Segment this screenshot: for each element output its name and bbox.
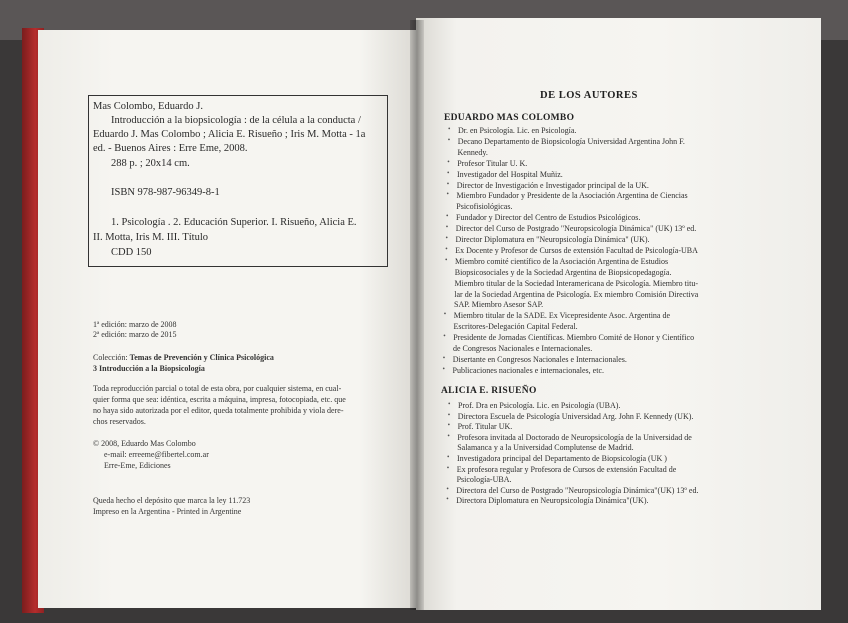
author-item: Prof. Titular UK. — [457, 422, 513, 432]
publisher-line: Erre-Eme, Ediciones — [104, 461, 171, 470]
author-item: Biopsicosociales y de la Sociedad Argentina de Biopsicopedagogía. — [454, 267, 672, 277]
bullet-icon: • — [447, 410, 451, 419]
author-item: Miembro Fundador y Presidente de la Asociación Argentina de Ciencias — [456, 191, 688, 201]
author-item: de Congresos Nacionales e Internacionales. — [453, 344, 593, 353]
rights-line: chos reservados. — [93, 417, 146, 426]
author-item: Fundador y Director del Centro de Estudios Psicológicos. — [456, 213, 641, 223]
bullet-icon: • — [447, 431, 450, 440]
bullet-icon: • — [442, 364, 445, 373]
edition-1: 1ª edición: marzo de 2008 — [93, 320, 177, 329]
author-item: Miembro titular de la SADE. Ex Vicepresidente Asoc. Argentina de — [453, 311, 671, 321]
collection-line — [93, 352, 274, 363]
bullet-icon: • — [443, 310, 447, 319]
author-item: Investigadora principal del Departamento de Biopsicología (UK ) — [457, 454, 667, 463]
author-item: Kennedy. — [457, 147, 488, 157]
catalog-cdd: CDD 150 — [111, 247, 152, 258]
catalog-line: II. Motta, Iris M. III. Título — [93, 232, 208, 243]
author-item: Director del Curso de Postgrado "Neuropsicología Dinámica" (UK) 13º ed. — [455, 224, 697, 234]
catalog-line: Introducción a la biopsicología : de la célula a la conducta / — [111, 115, 361, 126]
email-line: e-mail: erreeme@fibertel.com.ar — [104, 450, 209, 459]
author-item: Directora del Curso de Postgrado "Neuropsicología Dinámica"(UK) 13º ed. — [456, 485, 699, 495]
bullet-icon: • — [446, 190, 449, 199]
author-item: Miembro comité científico de la Asociación Argentina de Estudios — [455, 256, 669, 266]
catalog-line: ed. - Buenos Aires : Erre Eme, 2008. — [93, 143, 248, 154]
bullet-icon: • — [447, 453, 450, 461]
author-1-name: EDUARDO MAS COLOMBO — [444, 113, 575, 123]
author-item: Directora Diplomatura en Neuropsicología Dinámica"(UK). — [456, 496, 649, 506]
catalog-line: 288 p. ; 20x14 cm. — [111, 158, 190, 169]
bullet-icon: • — [442, 353, 446, 362]
book-gutter — [410, 20, 424, 610]
author-item: Psicología-UBA. — [456, 475, 512, 485]
author-item: Disertante en Congresos Nacionales e Internacionales. — [452, 354, 627, 364]
bullet-icon: • — [445, 255, 448, 264]
bullet-icon: • — [448, 125, 451, 133]
bullet-icon: • — [446, 484, 449, 493]
author-item: Escritores-Delegación Capital Federal. — [453, 322, 578, 332]
author-item: Dr. en Psicología. Lic. en Psicología. — [458, 126, 577, 135]
bullet-icon: • — [447, 135, 451, 144]
author-item: Prof. Dra en Psicología. Lic. en Psicología (UBA). — [458, 401, 621, 410]
page-title: DE LOS AUTORES — [540, 90, 638, 101]
catalog-line: Eduardo J. Mas Colombo ; Alicia E. Risueño ; Iris M. Motta - 1a — [93, 129, 366, 140]
author-item: Profesor Titular U. K. — [457, 158, 528, 168]
copyright-line: © 2008, Eduardo Mas Colombo — [93, 439, 196, 448]
author-2-name: ALICIA E. RISUEÑO — [441, 386, 537, 396]
bullet-icon: • — [446, 495, 449, 504]
bullet-icon: • — [445, 244, 448, 253]
author-item: Psicofisiológicas. — [456, 202, 513, 212]
author-item: Decano Departamento de Biopsicología Universidad Argentina John F. — [457, 136, 685, 146]
catalog-line: Mas Colombo, Eduardo J. — [93, 101, 203, 112]
rights-line: no haya sido autorizada por el editor, queda totalmente prohibida y viola dere- — [93, 406, 344, 415]
author-item: Presidente de Jornadas Científicas. Miembro Comité de Honor y Científico — [453, 333, 695, 343]
author-item: Salamanca y a la Universidad Complutense de Madrid. — [457, 443, 634, 453]
author-item: Investigador del Hospital Muñiz. — [457, 169, 563, 179]
author-item: Profesora invitada al Doctorado de Neuropsicología de la Universidad de — [457, 432, 692, 442]
catalog-line: 1. Psicología . 2. Educación Superior. I. Risueño, Alicia E. — [111, 217, 357, 228]
author-item: lar de la Sociedad Argentina de Psicología. Ex miembro Comisión Directiva — [454, 289, 699, 299]
bullet-icon: • — [446, 463, 450, 472]
edition-2: 2ª edición: marzo de 2015 — [93, 330, 177, 339]
author-item: Ex Docente y Profesor de Cursos de extensión Facultad de Psicología-UBA — [455, 245, 698, 255]
bullet-icon: • — [446, 212, 449, 221]
bullet-icon: • — [448, 400, 451, 408]
catalog-record — [88, 95, 388, 267]
deposit-line: Queda hecho el depósito que marca la ley 11.723 — [93, 496, 251, 505]
collection-label: Colección: — [93, 353, 128, 362]
bullet-icon: • — [447, 157, 450, 166]
bullet-icon: • — [446, 179, 450, 188]
catalog-isbn: ISBN 978-987-96349-8-1 — [111, 187, 220, 198]
author-item: Miembro titular de la Sociedad Interamericana de Psicología. Miembro titu- — [454, 278, 698, 288]
bullet-icon: • — [447, 168, 450, 177]
bullet-icon: • — [447, 421, 451, 430]
author-item: SAP. Miembro Asesor SAP. — [454, 300, 544, 310]
author-item: Director Diplomatura en "Neuropsicología Dinámica" (UK). — [455, 235, 650, 244]
bullet-icon: • — [445, 223, 449, 232]
bullet-icon: • — [443, 332, 446, 341]
rights-line: quier forma que sea: idéntica, escrita a máquina, impresa, fotocopiada, etc. que — [93, 395, 346, 404]
bullet-icon: • — [445, 234, 448, 242]
author-item: Publicaciones nacionales e internacionales, etc. — [452, 365, 604, 375]
collection-name: Temas de Prevención y Clínica Psicológica — [129, 353, 274, 362]
rights-line: Toda reproducción parcial o total de esta obra, por cualquier sistema, en cual- — [93, 384, 342, 393]
author-item: Directora Escuela de Psicología Universidad Arg. John F. Kennedy (UK). — [457, 411, 694, 421]
author-item: Ex profesora regular y Profesora de Cursos de extensión Facultad de — [456, 464, 677, 474]
collection-volume: 3 Introducción a la Biopsicología — [93, 364, 205, 373]
author-item: Director de Investigación e Investigador principal de la UK. — [456, 180, 649, 190]
printed-line: Impreso en la Argentina - Printed in Argentine — [93, 507, 242, 516]
